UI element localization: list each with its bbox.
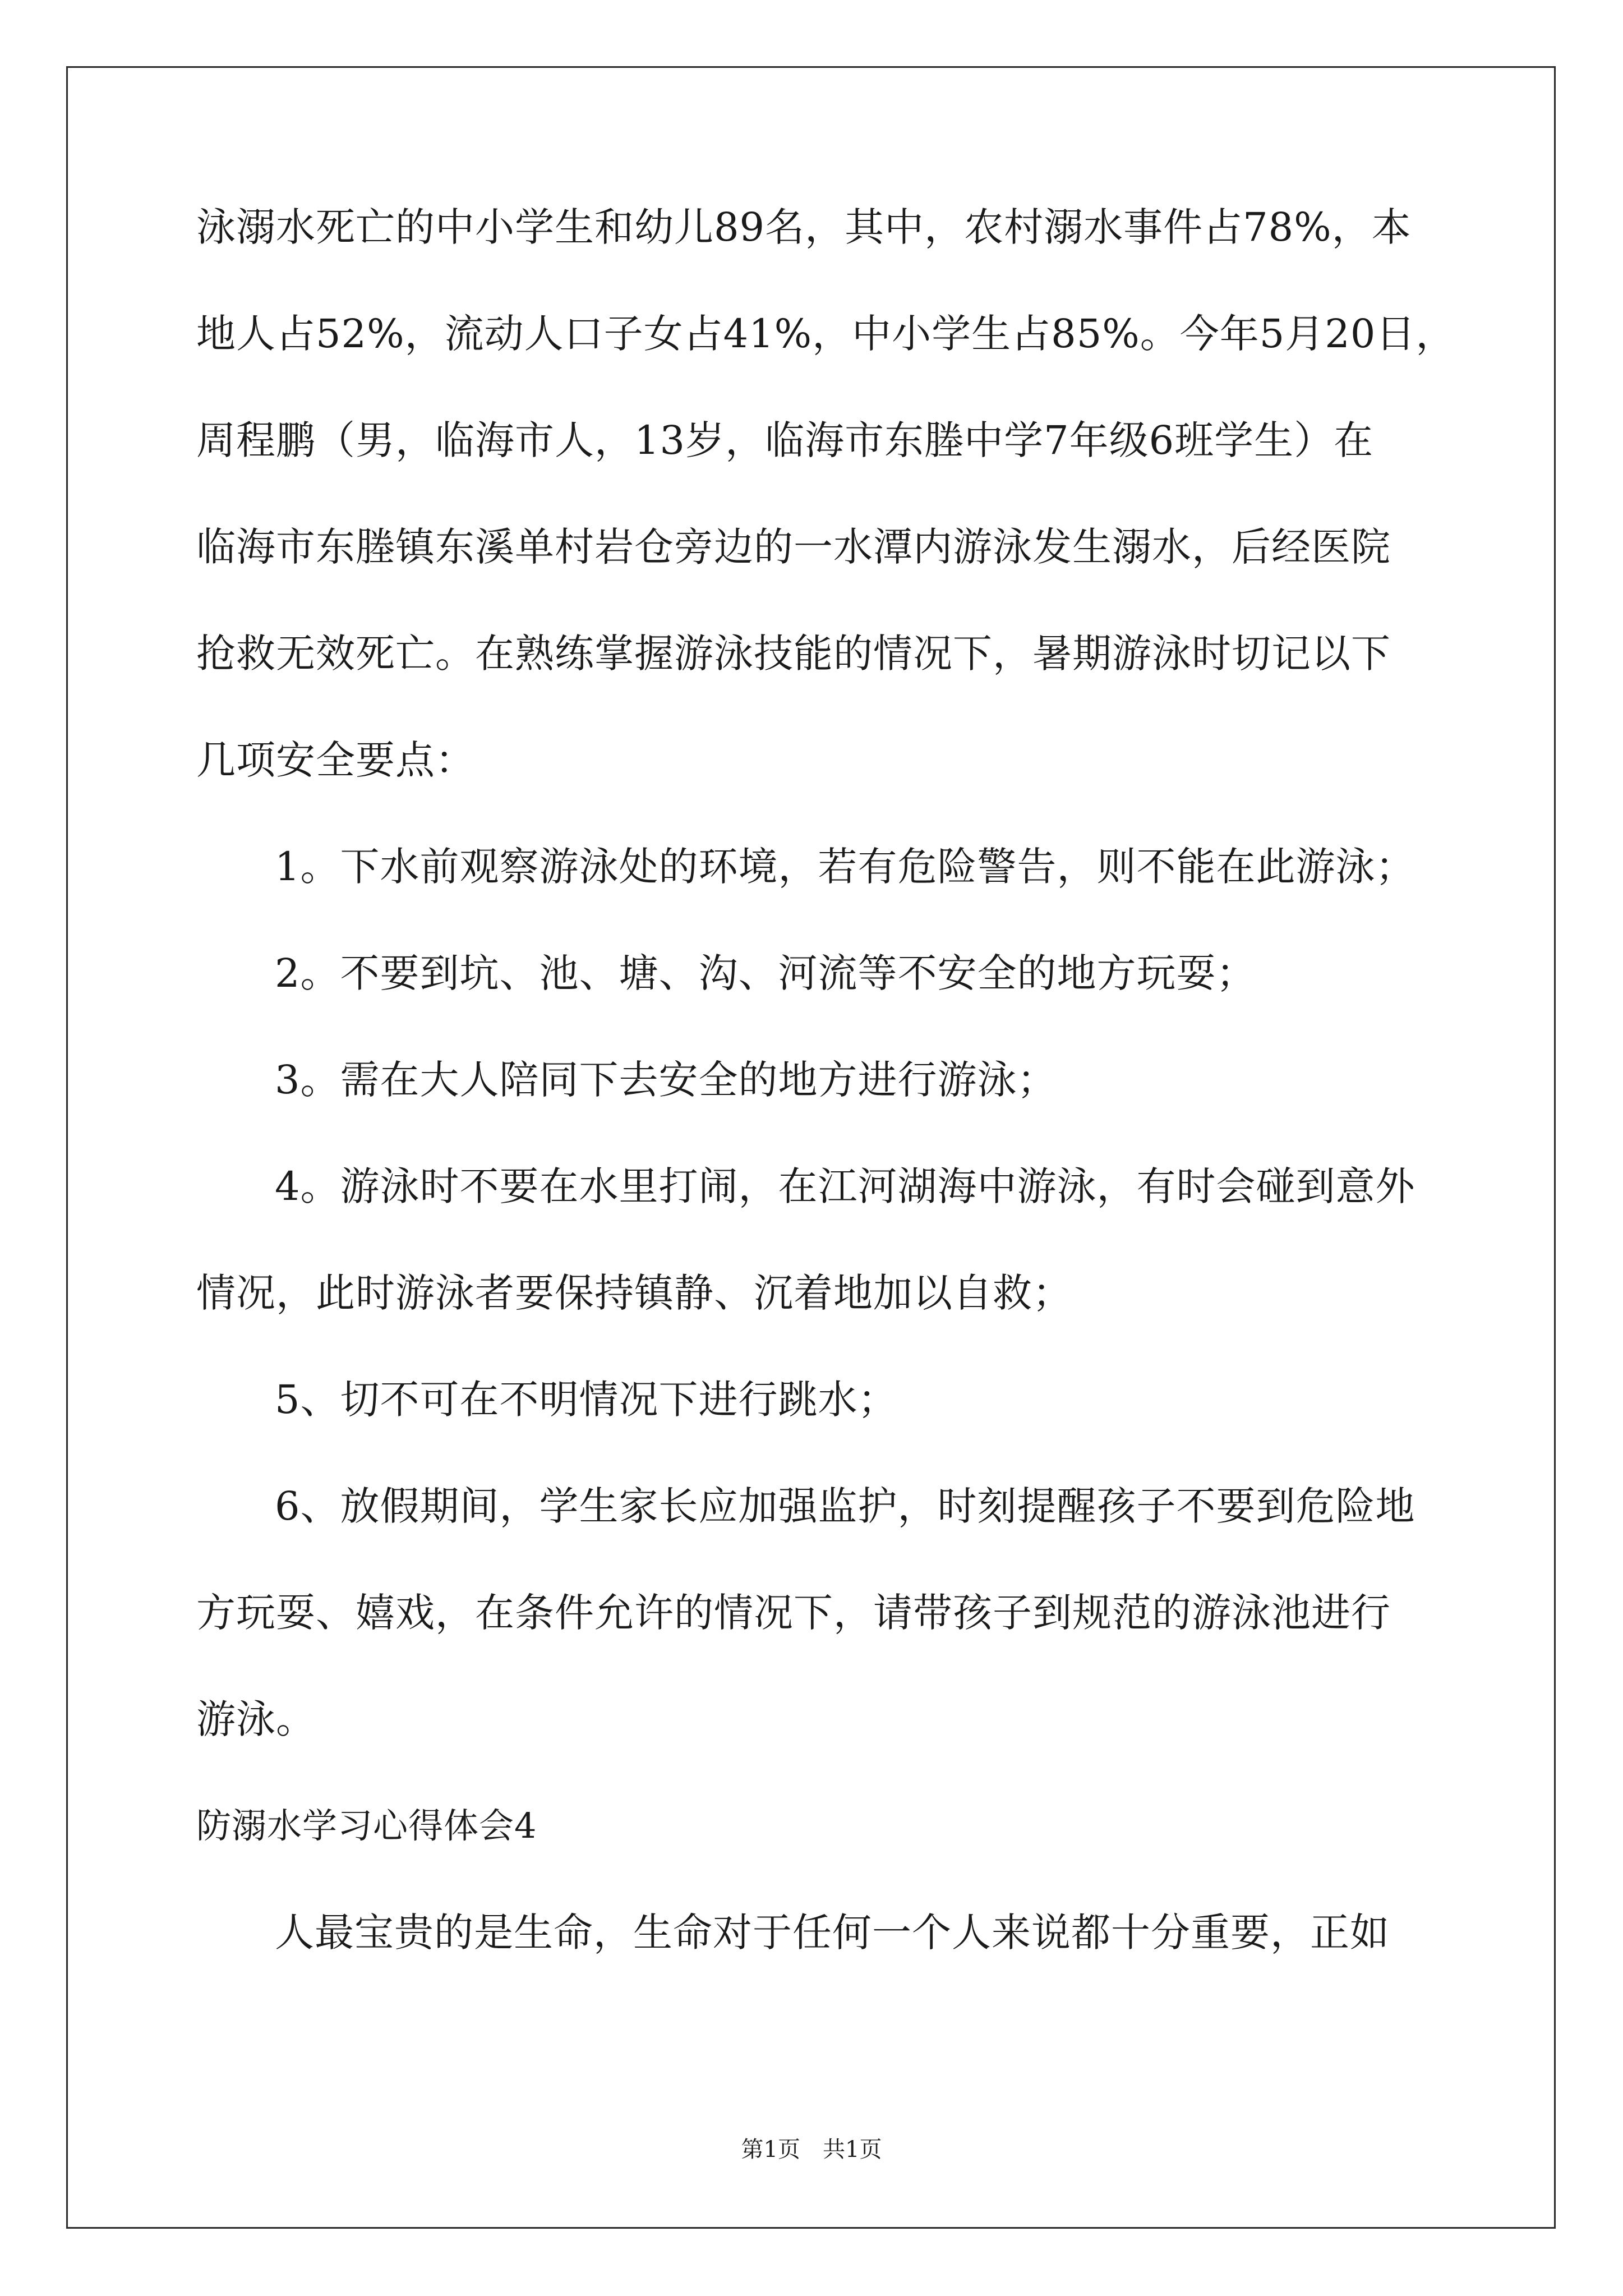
paragraph-line: 几项安全要点：	[196, 737, 475, 783]
paragraph-line: 人最宝贵的是生命，生命对于任何一个人来说都十分重要，正如	[275, 1910, 1390, 1955]
document-body	[196, 204, 1456, 1955]
paragraph-line: 周程鹏（男，临海市人，13岁，临海市东塍中学7年级6班学生）在	[196, 417, 1374, 463]
paragraph-line: 地人占52%，流动人口子女占41%，中小学生占85%。今年5月20日，	[196, 311, 1456, 357]
list-item-2: 2。不要到坑、池、塘、沟、河流等不安全的地方玩耍；	[275, 950, 1256, 996]
list-item-1: 1。下水前观察游泳处的环境，若有危险警告，则不能在此游泳；	[275, 844, 1415, 890]
list-item-4-continued: 情况，此时游泳者要保持镇静、沉着地加以自救；	[196, 1270, 1072, 1316]
list-item-6: 6、放假期间，学生家长应加强监护，时刻提醒孩子不要到危险地	[275, 1483, 1415, 1529]
list-item-6-continued: 方玩耍、嬉戏，在条件允许的情况下，请带孩子到规范的游泳池进行	[196, 1590, 1391, 1636]
paragraph-line: 临海市东塍镇东溪单村岩仓旁边的一水潭内游泳发生溺水，后经医院	[196, 524, 1391, 570]
list-item-5: 5、切不可在不明情况下进行跳水；	[275, 1377, 898, 1423]
page-footer: 第1页 共1页	[741, 2137, 882, 2162]
list-item-6-continued: 游泳。	[196, 1696, 316, 1742]
list-item-4: 4。游泳时不要在水里打闹，在江河湖海中游泳，有时会碰到意外	[275, 1163, 1415, 1209]
paragraph-line: 泳溺水死亡的中小学生和幼儿89名，其中，农村溺水事件占78%，本	[196, 204, 1412, 250]
section-heading: 防溺水学习心得体会4	[196, 1805, 537, 1846]
paragraph-line: 抢救无效死亡。在熟练掌握游泳技能的情况下，暑期游泳时切记以下	[196, 631, 1391, 677]
list-item-3: 3。需在大人陪同下去安全的地方进行游泳；	[275, 1057, 1057, 1103]
